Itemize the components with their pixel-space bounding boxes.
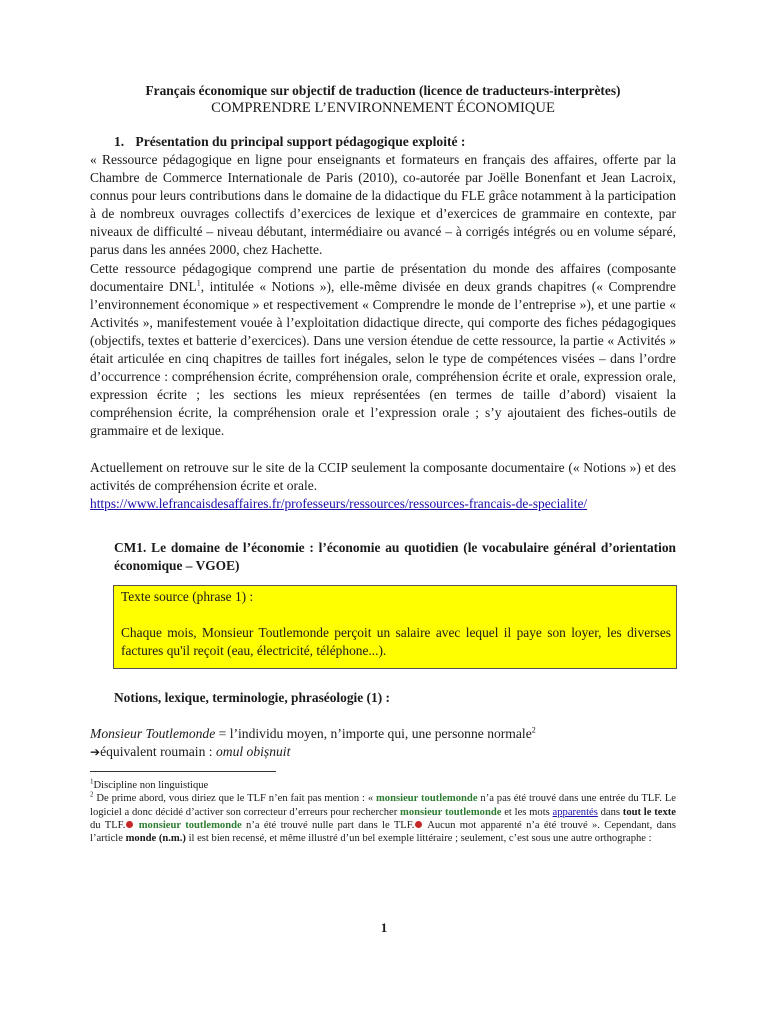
red-dot-icon bbox=[126, 821, 133, 828]
footnote-2-bold: monde (n.m.) bbox=[125, 833, 186, 845]
paragraph-3: Actuellement on retrouve sur le site de la CCIP seulement la composante documentaire (« Notions ») et des activités de compréhension écrite et orale. bbox=[90, 459, 676, 493]
paragraph-1: « Ressource pédagogique en ligne pour enseignants et formateurs en français des affaires, offerte par la Chambre de Commerce Internationale de Paris (2010), co-autorée par Joëlle Bonenfant et Jean Lacroix, connus pour leurs contributions dans le domaine de la didactique du FLE grâce notamment à la participation à de nombreux ouvrages collectifs d’exercices de lexique et d’exercices de grammaire en contexte, par niveaux de difficulté – niveau débutant, intermédiaire ou avancé – à corrigés intégrés ou en volume séparé, parus dans les années 2000, chez Hachette. bbox=[90, 152, 676, 258]
paragraph-2-part-a: Cette ressource pédagogique comprend une partie de présentation du monde des affaires (composante documentaire DNL bbox=[90, 260, 676, 294]
footnote-2-text: et les mots bbox=[501, 806, 553, 818]
arrow-right-icon: ➔ bbox=[90, 744, 101, 759]
notions-heading: Notions, lexique, terminologie, phraséologie (1) : bbox=[114, 689, 390, 705]
red-dot-icon bbox=[415, 821, 422, 828]
footnote-2-text: il est bien recensé, et même illustré d’un bel exemple littéraire ; seulement, c’est sous une autre orthographe : bbox=[185, 833, 652, 845]
footnote-1-number: 1 bbox=[90, 777, 94, 786]
equivalent-value: omul obișnuit bbox=[215, 743, 291, 759]
footnote-2-number: 2 bbox=[90, 790, 94, 799]
tlf-query-term: monsieur toutlemonde bbox=[400, 806, 502, 818]
resource-link[interactable]: https://www.lefrancaisdesaffaires.fr/professeurs/ressources/ressources-francais-de-specialite/ bbox=[90, 495, 588, 511]
document-title: Français économique sur objectif de traduction (licence de traducteurs-interprètes) bbox=[145, 83, 621, 98]
source-text-sentence: Chaque mois, Monsieur Toutlemonde perçoit un salaire avec lequel il paye son loyer, les diverses factures qu'il reçoit (eau, électricité, téléphone...). bbox=[121, 624, 671, 658]
cm1-heading: CM1. Le domaine de l’économie : l’économie au quotidien (le vocabulaire général d’orientation économique – VGOE) bbox=[114, 539, 676, 573]
footnote-2-text: n’a pas été trouvé dans une entrée du TLF. Le logiciel a donc décidé d’activer son correcteur d’erreurs pour rechercher bbox=[90, 793, 676, 818]
footnote-2-text: dans bbox=[597, 806, 623, 818]
paragraph-2 bbox=[90, 260, 676, 441]
source-text-label: Texte source (phrase 1) : bbox=[121, 588, 254, 604]
source-text-box bbox=[113, 585, 677, 669]
footnote-2 bbox=[90, 792, 676, 846]
section-1-number: 1. bbox=[114, 134, 125, 149]
footnote-separator bbox=[90, 771, 276, 772]
document-page bbox=[90, 82, 676, 846]
footnote-1 bbox=[90, 779, 676, 792]
apparentes-link[interactable]: apparentés bbox=[552, 806, 598, 818]
footnote-2-text: n’a été trouvé nulle part dans le TLF. bbox=[241, 819, 415, 831]
term-name: Monsieur Toutlemonde bbox=[90, 725, 216, 741]
section-1-heading bbox=[114, 133, 676, 151]
footnote-1-text: Discipline non linguistique bbox=[93, 779, 209, 791]
footnote-2-bold: tout le texte bbox=[622, 806, 676, 818]
term-definition-text: = l’individu moyen, n’importe qui, une personne normale bbox=[215, 725, 532, 741]
equivalent-label: équivalent roumain : bbox=[100, 743, 216, 759]
footnote-ref-2[interactable]: 2 bbox=[531, 725, 536, 735]
tlf-query-term: monsieur toutlemonde bbox=[375, 793, 478, 805]
footnote-2-text: du TLF. bbox=[90, 819, 126, 831]
romanian-equivalent bbox=[90, 743, 676, 761]
section-1-heading-text: Présentation du principal support pédagogique exploité : bbox=[135, 134, 466, 149]
page-number: 1 bbox=[380, 920, 388, 935]
document-subtitle: COMPRENDRE L’ENVIRONNEMENT ÉCONOMIQUE bbox=[211, 100, 555, 116]
footnote-ref-1[interactable]: 1 bbox=[196, 278, 201, 288]
term-definition bbox=[90, 725, 676, 743]
tlf-query-term: monsieur toutlemonde bbox=[134, 819, 242, 831]
footnote-2-text: Aucun mot apparenté n’a été trouvé ». Cependant, dans l’article bbox=[90, 819, 676, 845]
paragraph-2-part-b: , intitulée « Notions »), elle-même divisée en deux grands chapitres (« Comprendre l’environnement économique » et respectivement « Comprendre le monde de l’entreprise »), et une partie « Activités », manifestement vouée à l’exploitation didactique directe, qui comporte des fiches pédagogiques (objectifs, textes et batterie d’exercices). Dans une version étendue de cette ressource, la partie « Activités » était articulée en cinq chapitres de tailles fort inégales, selon le type de compétences visées – dans l’ordre d’occurrence : compréhension écrite, compréhension orale, compréhension écrite et orale, expression orale, expression écrite ; les sections les mieux représentées (en termes de taille d’abord) visaient la compréhension écrite, la compréhension orale et l’expression orale ; s’y ajoutaient des fiches-outils de grammaire et de lexique. bbox=[90, 278, 677, 439]
footnote-2-text: De prime abord, vous diriez que le TLF n’en fait pas mention : « bbox=[93, 793, 376, 805]
